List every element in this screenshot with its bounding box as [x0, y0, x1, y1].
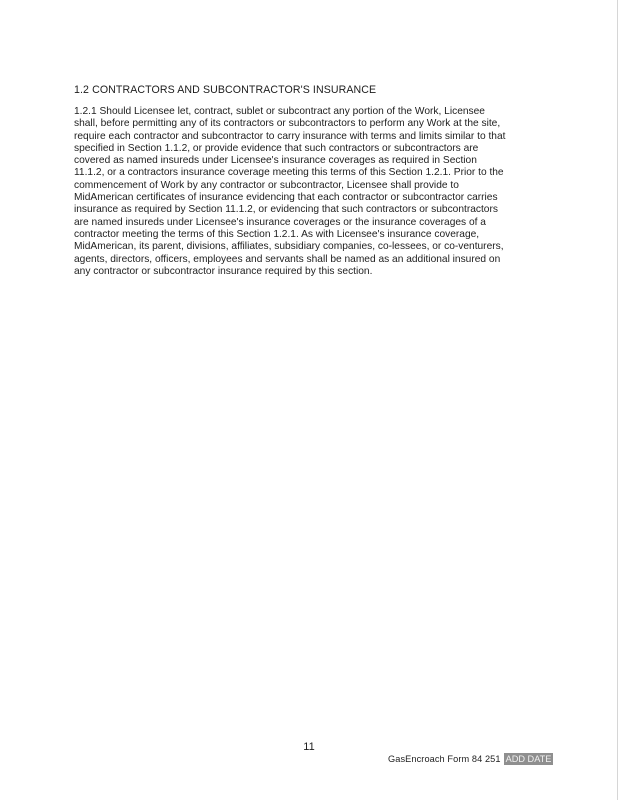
paragraph-line: covered as named insureds under Licensee's insurance coverages as required in Section	[74, 155, 477, 167]
insurance-paragraph	[74, 106, 552, 278]
paragraph-line: commencement of Work by any contractor or subcontractor, Licensee shall provide to	[74, 179, 459, 191]
paragraph-line: insurance as required by Section 11.1.2, or evidencing that such contractors or subcontractors	[74, 204, 498, 216]
paragraph-line: require each contractor and subcontractor to carry insurance with terms and limits similar to that	[74, 130, 506, 142]
paragraph-line: agents, directors, officers, employees and servants shall be named as an additional insured on	[74, 253, 501, 265]
paragraph-line: any contractor or subcontractor insurance required by this section.	[74, 265, 373, 277]
page-number: 11	[303, 741, 315, 753]
paragraph-line: MidAmerican certificates of insurance evidencing that each contractor or subcontractor carries	[74, 192, 498, 204]
paragraph-line: shall, before permitting any of its contractors or subcontractors to perform any Work at the site,	[74, 118, 501, 130]
paragraph-line: are named insureds under Licensee's insurance coverages or the insurance coverages of a	[74, 216, 486, 228]
paragraph-line: contractor meeting the terms of this Section 1.2.1. As with Licensee's insurance coverage,	[74, 228, 480, 240]
form-label: GasEncroach Form 84 251	[388, 754, 501, 764]
form-footer	[388, 753, 553, 766]
paragraph-line: MidAmerican, its parent, divisions, affiliates, subsidiary companies, co-lessees, or co-venturers,	[74, 241, 504, 253]
paragraph-line: specified in Section 1.1.2, or provide evidence that such contractors or subcontractors are	[74, 142, 479, 154]
paragraph-line: 11.1.2, or a contractors insurance coverage meeting this terms of this Section 1.2.1. Prior to the	[74, 167, 504, 179]
paragraph-line: 1.2.1 Should Licensee let, contract, sublet or subcontract any portion of the Work, Licensee	[74, 106, 485, 117]
add-date-highlight: ADD DATE	[505, 754, 552, 764]
section-heading: 1.2 CONTRACTORS AND SUBCONTRACTOR'S INSURANCE	[74, 84, 377, 96]
